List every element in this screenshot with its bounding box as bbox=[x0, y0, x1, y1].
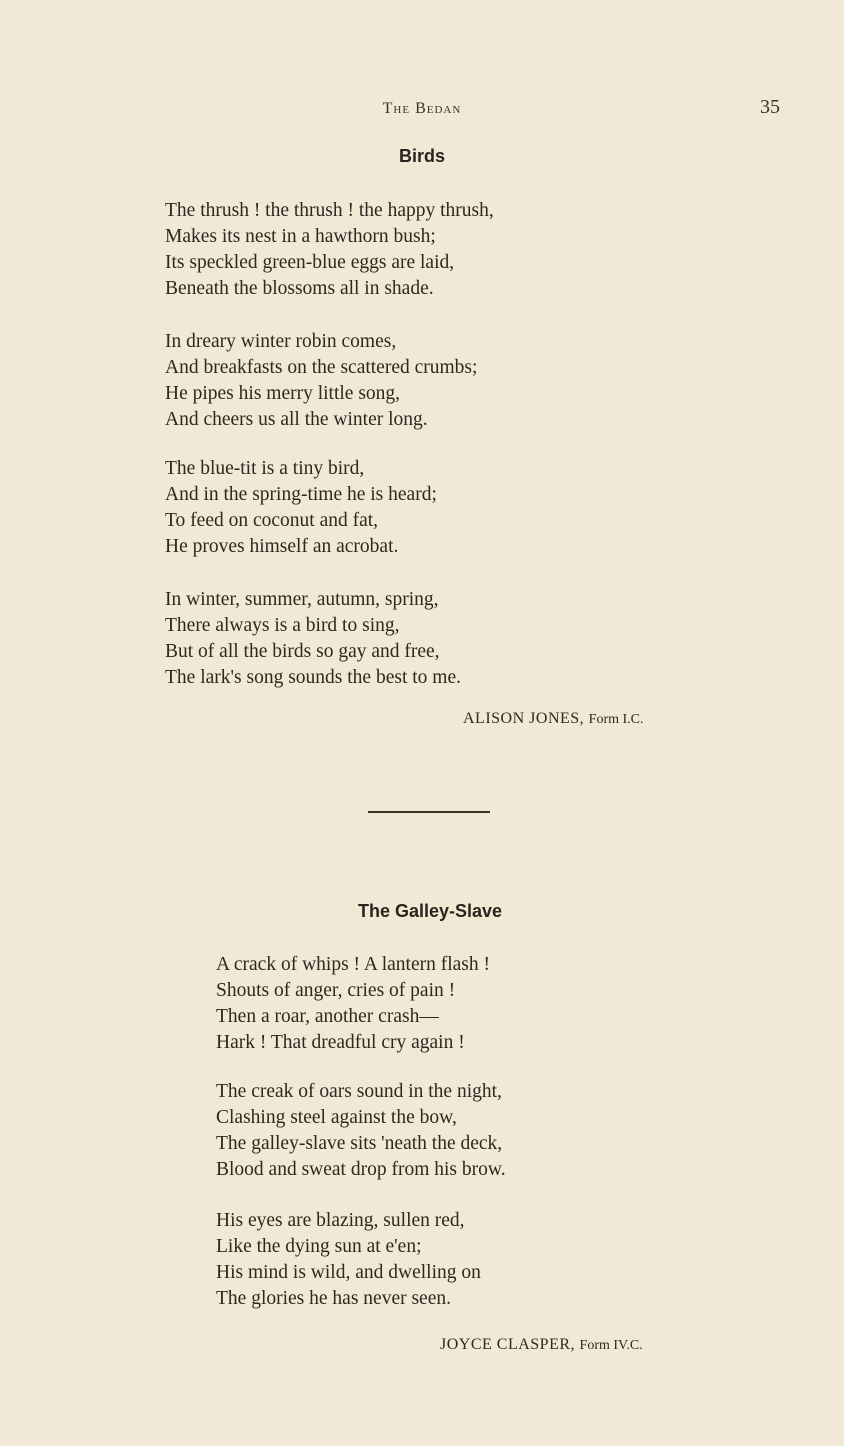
poem-line: Clashing steel against the bow, bbox=[216, 1107, 457, 1128]
poem-line: He pipes his merry little song, bbox=[165, 383, 401, 404]
poem-line: The galley-slave sits 'neath the deck, bbox=[216, 1133, 503, 1154]
stanza bbox=[216, 1079, 506, 1183]
section-divider bbox=[368, 811, 490, 813]
poem-line: The glories he has never seen. bbox=[216, 1288, 451, 1309]
poem-line: And cheers us all the winter long. bbox=[165, 409, 428, 430]
stanza bbox=[216, 952, 490, 1056]
stanza bbox=[165, 329, 477, 433]
poem-title-galley-slave: The Galley-Slave bbox=[357, 901, 503, 921]
poem-line: Beneath the blossoms all in shade. bbox=[165, 278, 434, 299]
poem-line: In winter, summer, autumn, spring, bbox=[165, 589, 439, 610]
poem-line: His mind is wild, and dwelling on bbox=[216, 1262, 481, 1283]
poem-line: And in the spring-time he is heard; bbox=[165, 484, 437, 505]
poem-line: His eyes are blazing, sullen red, bbox=[216, 1210, 465, 1231]
author-name: ALISON JONES, bbox=[463, 710, 585, 727]
poem-line: The creak of oars sound in the night, bbox=[216, 1081, 502, 1102]
author-form: Form I.C. bbox=[588, 712, 644, 727]
poem-line: Makes its nest in a hawthorn bush; bbox=[165, 226, 436, 247]
poem-line: There always is a bird to sing, bbox=[165, 615, 400, 636]
poem-line: The thrush ! the thrush ! the happy thrush, bbox=[165, 200, 494, 221]
poem-line: In dreary winter robin comes, bbox=[165, 331, 397, 352]
running-head: The Bedan bbox=[382, 100, 462, 117]
poem-line: Then a roar, another crash— bbox=[216, 1006, 439, 1027]
stanza bbox=[165, 456, 437, 560]
author-attribution bbox=[463, 710, 644, 728]
poem-line: Blood and sweat drop from his brow. bbox=[216, 1159, 506, 1180]
author-attribution bbox=[440, 1336, 643, 1354]
poem-line: The blue-tit is a tiny bird, bbox=[165, 458, 365, 479]
poem-line: He proves himself an acrobat. bbox=[165, 536, 399, 557]
poem-line: But of all the birds so gay and free, bbox=[165, 641, 440, 662]
stanza bbox=[165, 587, 461, 691]
poem-line: Like the dying sun at e'en; bbox=[216, 1236, 422, 1257]
stanza bbox=[165, 198, 494, 302]
poem-line: Its speckled green-blue eggs are laid, bbox=[165, 252, 455, 273]
author-form: Form IV.C. bbox=[579, 1338, 643, 1353]
poem-line: A crack of whips ! A lantern flash ! bbox=[216, 954, 491, 975]
poem-line: To feed on coconut and fat, bbox=[165, 510, 379, 531]
poem-line: And breakfasts on the scattered crumbs; bbox=[165, 357, 478, 378]
stanza bbox=[216, 1208, 481, 1312]
page-number: 35 bbox=[760, 96, 780, 118]
poem-line: Hark ! That dreadful cry again ! bbox=[216, 1032, 465, 1053]
poem-line: Shouts of anger, cries of pain ! bbox=[216, 980, 456, 1001]
poem-line: The lark's song sounds the best to me. bbox=[165, 667, 461, 688]
author-name: JOYCE CLASPER, bbox=[440, 1336, 576, 1353]
poem-title-birds: Birds bbox=[398, 146, 445, 166]
